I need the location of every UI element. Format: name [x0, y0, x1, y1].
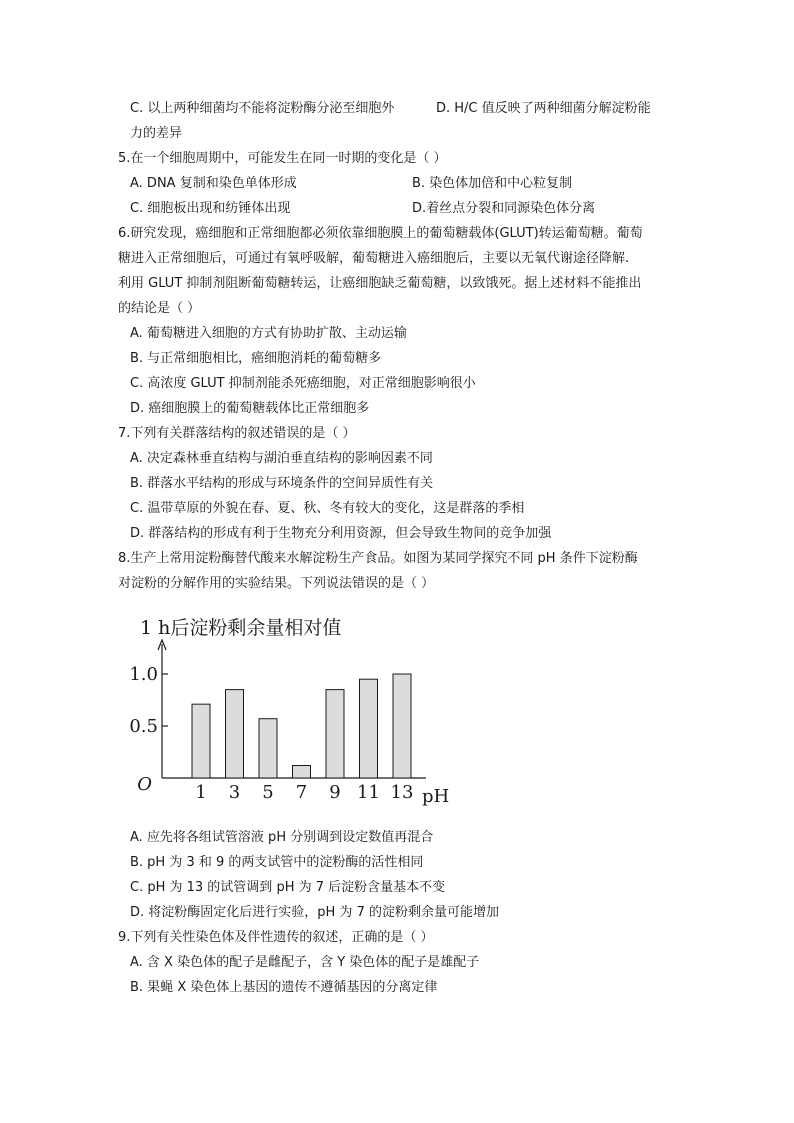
bar — [360, 679, 378, 778]
q5-option-d: D.着丝点分裂和同源染色体分离 — [412, 201, 596, 216]
bar — [259, 719, 277, 778]
x-axis-label: pH — [422, 786, 450, 807]
x-tick-label: 3 — [228, 782, 241, 803]
q4-option-d: D. H/C 值反映了两种细菌分解淀粉能 — [436, 101, 651, 116]
q7-option-a: A. 决定森林垂直结构与湖泊垂直结构的影响因素不同 — [130, 451, 433, 466]
q7-option-b: B. 群落水平结构的形成与环境条件的空间异质性有关 — [130, 476, 434, 491]
q8-option-c: C. pH 为 13 的试管调到 pH 为 7 后淀粉含量基本不变 — [130, 880, 446, 895]
q5-option-a: A. DNA 复制和染色单体形成 — [130, 176, 297, 191]
x-tick-label: 1 — [195, 782, 207, 803]
q7-option-c: C. 温带草原的外貌在春、夏、秋、冬有较大的变化，这是群落的季相 — [130, 501, 525, 516]
question-6-stem-line1: 6.研究发现，癌细胞和正常细胞都必须依靠细胞膜上的葡萄糖载体(GLUT)转运葡萄糖。葡萄 — [118, 226, 643, 241]
question-8-stem-line2: 对淀粉的分解作用的实验结果。下列说法错误的是（ ） — [118, 576, 435, 591]
q6-option-c: C. 高浓度 GLUT 抑制剂能杀死癌细胞，对正常细胞影响很小 — [130, 376, 476, 391]
bar — [326, 690, 344, 778]
question-9-stem: 9.下列有关性染色体及伴性遗传的叙述，正确的是（ ） — [118, 930, 434, 945]
bar — [393, 674, 411, 778]
q7-option-d: D. 群落结构的形成有利于生物充分利用资源，但会导致生物间的竞争加强 — [130, 526, 552, 541]
x-tick-label: 13 — [390, 782, 414, 803]
question-8-stem-line1: 8.生产上常用淀粉酶替代酸来水解淀粉生产食品。如图为某同学探究不同 pH 条件下淀粉酶 — [118, 551, 638, 566]
bar — [226, 690, 244, 778]
y-tick-label: 0.5 — [129, 716, 158, 737]
question-5-stem: 5.在一个细胞周期中，可能发生在同一时期的变化是（ ） — [118, 151, 447, 166]
x-tick-label: 9 — [329, 782, 341, 803]
q4-option-d-continued: 力的差异 — [130, 126, 183, 141]
chart-title: 1 h后淀粉剩余量相对值 — [140, 617, 342, 639]
q6-option-d: D. 癌细胞膜上的葡萄糖载体比正常细胞多 — [130, 401, 370, 416]
q8-option-a: A. 应先将各组试管溶液 pH 分别调到设定数值再混合 — [130, 830, 434, 845]
q4-option-c: C. 以上两种细菌均不能将淀粉酶分泌至细胞外 — [130, 101, 395, 116]
q5-option-b: B. 染色体加倍和中心粒复制 — [412, 176, 573, 191]
question-6-stem-line4: 的结论是（ ） — [118, 301, 201, 316]
x-tick-label: 5 — [262, 782, 274, 803]
q9-option-a: A. 含 X 染色体的配子是雌配子，含 Y 染色体的配子是雄配子 — [130, 955, 480, 970]
origin-label: O — [137, 774, 152, 795]
q5-option-c: C. 细胞板出现和纺锤体出现 — [130, 201, 291, 216]
q6-option-b: B. 与正常细胞相比，癌细胞消耗的葡萄糖多 — [130, 351, 382, 366]
bar — [192, 704, 210, 778]
chart-bars — [192, 674, 411, 778]
q9-option-b: B. 果蝇 X 染色体上基因的遗传不遵循基因的分离定律 — [130, 980, 438, 995]
x-tick-label: 7 — [295, 782, 308, 803]
y-tick-label: 1.0 — [129, 664, 158, 685]
q8-option-b: B. pH 为 3 和 9 的两支试管中的淀粉酶的活性相同 — [130, 855, 424, 870]
question-7-stem: 7.下列有关群落结构的叙述错误的是（ ） — [118, 426, 356, 441]
x-tick-label: 11 — [357, 782, 380, 803]
ph-starch-bar-chart — [128, 608, 458, 808]
question-6-stem-line2: 糖进入正常细胞后，可通过有氧呼吸解，葡萄糖进入癌细胞后，主要以无氧代谢途径降解. — [118, 251, 630, 266]
question-6-stem-line3: 利用 GLUT 抑制剂阻断葡萄糖转运，让癌细胞缺乏葡萄糖，以致饿死。据上述材料不能推出 — [118, 276, 642, 291]
q6-option-a: A. 葡萄糖进入细胞的方式有协助扩散、主动运输 — [130, 326, 407, 341]
q8-option-d: D. 将淀粉酶固定化后进行实验，pH 为 7 的淀粉剩余量可能增加 — [130, 905, 499, 920]
bar — [293, 766, 311, 778]
